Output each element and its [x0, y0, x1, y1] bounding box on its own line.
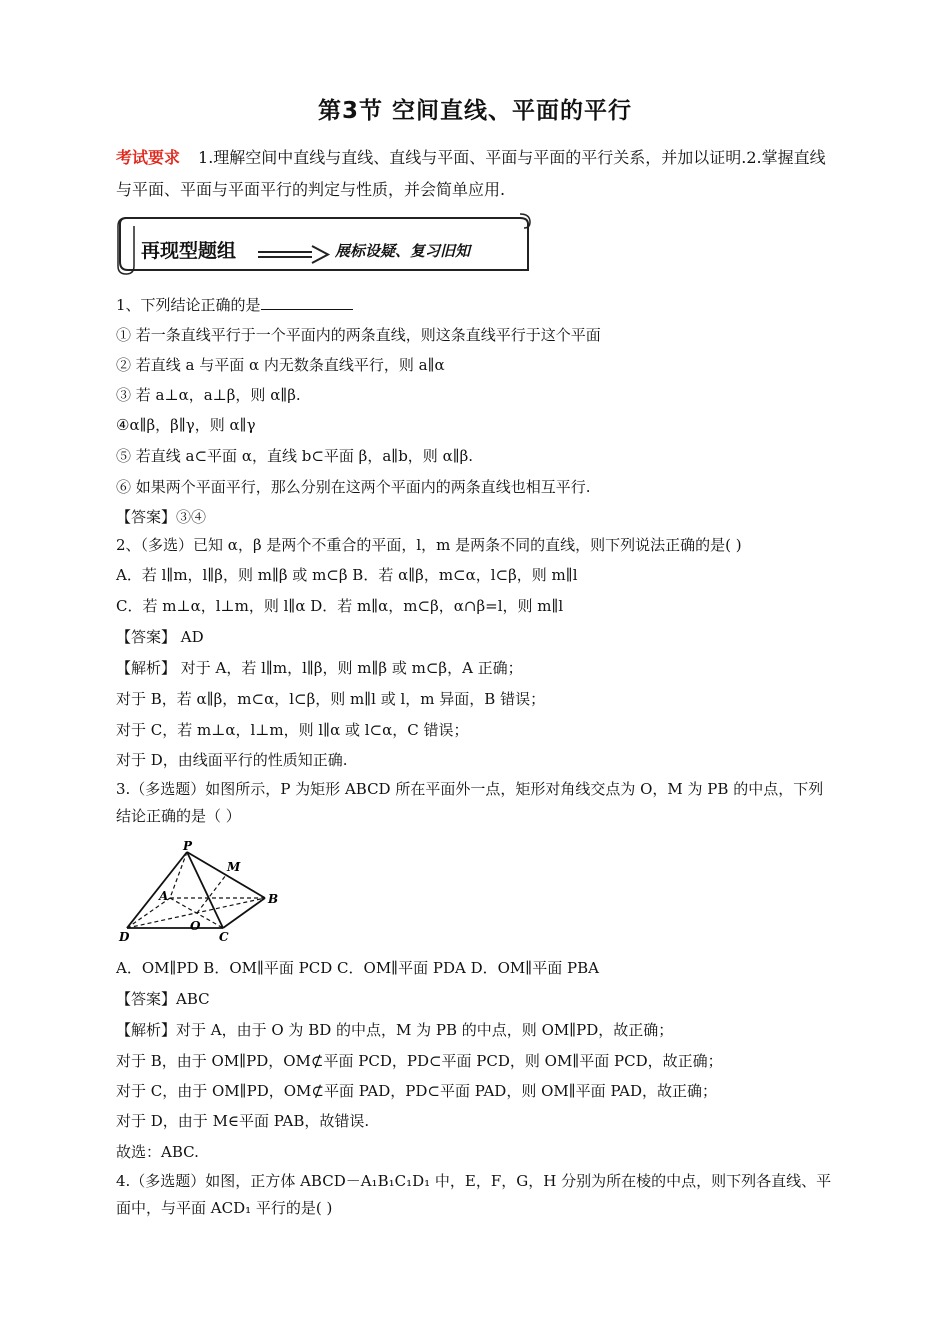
question-2: 2、（多选）已知 α，β 是两个不重合的平面，l，m 是两条不同的直线，则下列说法正确的是( ) [116, 536, 742, 554]
label-m: M [227, 860, 241, 874]
label-d: D [119, 930, 130, 944]
analysis-2-d: 对于 D，由线面平行的性质知正确. [116, 751, 348, 769]
option-row-cd: C．若 m⊥α，l⊥m，则 l∥α D．若 m∥α，m⊂β，α∩β=l，则 m∥l [116, 597, 564, 615]
requirement-label: 考试要求 [116, 148, 181, 167]
requirement-text: 1.理解空间中直线与直线、直线与平面、平面与平面的平行关系，并加以证明.2.掌握直线与平面、平面与平面平行的判定与性质，并会简单应用. [116, 148, 826, 199]
analysis-2-b: 对于 B，若 α∥β，m⊂α，l⊂β，则 m∥l 或 l，m 异面，B 错误； [116, 690, 546, 708]
label-a: A [159, 889, 169, 903]
pyramid-figure [115, 840, 295, 948]
statement-6: ⑥ 如果两个平面平行，那么分别在这两个平面内的两条直线也相互平行. [116, 478, 591, 496]
conclusion-3: 故选：ABC. [116, 1143, 199, 1161]
statement-1: ① 若一条直线平行于一个平面内的两条直线，则这条直线平行于这个平面 [116, 326, 601, 344]
answer-blank [261, 295, 353, 310]
analysis-2-c: 对于 C，若 m⊥α，l⊥m，则 l∥α 或 l⊂α，C 错误； [116, 721, 469, 739]
banner-main-text: 再现型题组 [141, 240, 237, 262]
label-o: O [190, 919, 201, 933]
analysis-2-a: 【解析】 对于 A，若 l∥m，l∥β，则 m∥β 或 m⊂β，A 正确； [116, 659, 523, 677]
options-3: A．OM∥PD B．OM∥平面 PCD C．OM∥平面 PDA D．OM∥平面 PBA [116, 959, 599, 977]
statement-2: ② 若直线 a 与平面 α 内无数条直线平行，则 a∥α [116, 356, 445, 374]
question-4: 4.（多选题）如图，正方体 ABCD－A₁B₁C₁D₁ 中，E，F，G，H 分别为所在棱的中点，则下列各直线、平面中，与平面 ACD₁ 平行的是( ) [116, 1172, 832, 1217]
analysis-3-b: 对于 B，由于 OM∥PD，OM⊄平面 PCD，PD⊂平面 PCD，则 OM∥平面 PCD，故正确； [116, 1052, 723, 1070]
question-1: 1、下列结论正确的是 [116, 295, 856, 315]
answer-1: 【答案】③④ [116, 508, 207, 526]
analysis-3-c: 对于 C，由于 OM∥PD，OM⊄平面 PAD，PD⊂平面 PAD，则 OM∥平面 PAD，故正确； [116, 1082, 718, 1100]
answer-2: 【答案】 AD [116, 628, 204, 646]
statement-5: ⑤ 若直线 a⊂平面 α，直线 b⊂平面 β，a∥b，则 α∥β. [116, 447, 474, 465]
label-c: C [219, 930, 229, 944]
exam-requirement [116, 142, 838, 206]
banner-sub-text: 展标设疑、复习旧知 [335, 242, 471, 260]
option-row-ab: A．若 l∥m，l∥β，则 m∥β 或 m⊂β B．若 α∥β，m⊂α，l⊂β，则 m∥l [116, 566, 578, 584]
question-3: 3.（多选题）如图所示，P 为矩形 ABCD 所在平面外一点，矩形对角线交点为 O，M 为 PB 的中点，下列结论正确的是（ ） [116, 780, 824, 825]
label-b: B [268, 892, 279, 906]
statement-4: ④α∥β，β∥γ，则 α∥γ [116, 416, 256, 434]
label-p: P [183, 840, 193, 853]
statement-3: ③ 若 a⊥α，a⊥β，则 α∥β. [116, 386, 301, 404]
analysis-3-d: 对于 D，由于 M∈平面 PAB，故错误. [116, 1112, 370, 1130]
analysis-3-a: 【解析】对于 A，由于 O 为 BD 的中点，M 为 PB 的中点，则 OM∥PD，故正确； [116, 1021, 674, 1039]
answer-3: 【答案】ABC [116, 990, 210, 1008]
page-title: 第3节 空间直线、平面的平行 [317, 98, 632, 124]
